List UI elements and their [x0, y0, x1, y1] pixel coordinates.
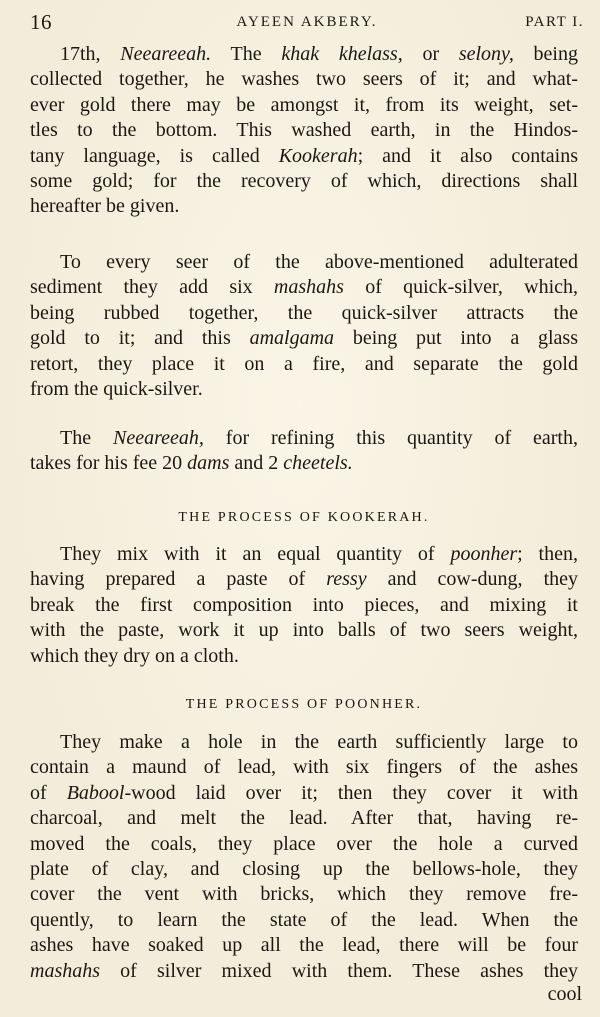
part-label: PART I.: [525, 14, 584, 30]
page-number: 16: [30, 10, 52, 34]
text-run: tles to the bottom. This washed earth, in the Hindos-: [30, 119, 578, 142]
text-run: retort, they place it on a fire, and separate the gold: [30, 352, 578, 375]
text-run: ; then,: [517, 543, 578, 565]
italic-term: amalgama: [249, 327, 335, 350]
text-run: hereafter be given.: [30, 195, 180, 218]
text-line: [30, 194, 578, 219]
text-line: [30, 781, 578, 806]
text-line: [30, 93, 578, 118]
italic-term: Kookerah: [278, 144, 358, 167]
text-line: [30, 593, 578, 618]
text-run: gold to it; and this: [30, 327, 250, 350]
text-line: [30, 426, 578, 451]
text-line: [30, 908, 578, 933]
running-title: AYEEN AKBERY.: [236, 14, 378, 30]
text-run: having prepared a paste of: [30, 568, 327, 591]
text-run: and 2: [229, 452, 284, 475]
section-heading: THE PROCESS OF POONHER.: [185, 697, 423, 712]
text-line: [30, 377, 578, 402]
italic-term: Neeareeah.: [120, 43, 212, 65]
paragraph: [30, 542, 578, 669]
text-run: plate of clay, and closing up the bellows-hole, they: [30, 857, 578, 880]
text-line: [30, 326, 578, 351]
italic-term: Neeareeah,: [113, 427, 204, 449]
text-run: They mix with it an equal quantity of: [60, 543, 451, 565]
text-run: -wood laid over it; then they cover it with: [124, 781, 578, 804]
italic-term: dams: [187, 452, 230, 475]
paragraph: [30, 426, 578, 477]
section-heading: THE PROCESS OF KOOKERAH.: [178, 510, 430, 525]
text-run: of quick-silver, which,: [343, 276, 578, 299]
text-run: collected together, he washes two seers of it; and what-: [30, 68, 578, 91]
text-line: [30, 832, 578, 857]
text-line: [30, 730, 578, 755]
text-run: cover the vent with bricks, which they remove fre-: [30, 883, 578, 906]
text-run: with the paste, work it up into balls of two seers weight,: [30, 619, 578, 642]
text-run: The: [60, 427, 113, 449]
text-line: [30, 806, 578, 831]
text-line: [30, 67, 578, 92]
text-run: ever gold there may be amongst it, from its weight, set-: [30, 93, 578, 116]
text-line: [30, 451, 578, 476]
text-run: The: [211, 43, 282, 65]
text-run: They make a hole in the earth sufficiently large to: [60, 731, 578, 753]
text-line: [30, 933, 578, 958]
text-line: [30, 352, 578, 377]
text-run: sediment they add six: [30, 276, 274, 299]
text-line: [30, 755, 578, 780]
text-run: ; and it also contains: [357, 144, 578, 167]
text-line: [30, 169, 578, 194]
italic-term: selony,: [458, 43, 514, 65]
text-run: which they dry on a cloth.: [30, 644, 239, 667]
text-line: [30, 618, 578, 643]
text-line: [30, 301, 578, 326]
italic-term: ressy: [326, 568, 367, 591]
text-run: 17th,: [60, 43, 121, 65]
text-run: or: [402, 43, 459, 65]
text-line: [30, 644, 578, 669]
text-line: [30, 882, 578, 907]
text-run: being: [513, 43, 578, 65]
text-line: [30, 959, 578, 984]
text-run: from the quick-silver.: [30, 377, 203, 400]
text-run: some gold; for the recovery of which, directions shall: [30, 169, 578, 192]
text-run: ashes have soaked up all the lead, there will be four: [30, 934, 578, 957]
italic-term: mashahs: [30, 959, 101, 982]
text-run: charcoal, and melt the lead. After that, having re-: [30, 807, 578, 830]
text-line: [30, 42, 578, 67]
text-run: tany language, is called: [30, 144, 279, 167]
text-run: and cow-dung, they: [366, 568, 578, 591]
page-header: [30, 6, 584, 36]
text-line: [30, 567, 578, 592]
italic-term: poonher: [450, 543, 518, 565]
text-line: [30, 144, 578, 169]
text-run: of: [30, 781, 67, 804]
text-run: moved the coals, they place over the hole a curved: [30, 832, 578, 855]
paragraph: [30, 730, 578, 984]
text-line: [30, 857, 578, 882]
text-run: takes for his fee 20: [30, 452, 188, 475]
paragraph: [30, 250, 578, 402]
text-line: [30, 118, 578, 143]
text-run: break the first composition into pieces, and mixing it: [30, 593, 578, 616]
text-line: [30, 542, 578, 567]
italic-term: Babool: [66, 781, 125, 804]
italic-term: mashahs: [273, 276, 344, 299]
text-run: for refining this quantity of earth,: [203, 427, 578, 449]
text-run: of silver mixed with them. These ashes they: [100, 959, 578, 982]
text-run: being rubbed together, the quick-silver attracts the: [30, 301, 578, 324]
text-run: being put into a glass: [334, 327, 578, 350]
text-run: quently, to learn the state of the lead. When the: [30, 908, 578, 931]
text-line: [30, 250, 578, 275]
text-run: contain a maund of lead, with six fingers of the ashes: [30, 756, 578, 779]
text-run: To every seer of the above-mentioned adulterated: [60, 251, 578, 273]
paragraph: [30, 42, 578, 220]
text-line: [30, 275, 578, 300]
italic-term: cheetels.: [283, 452, 353, 475]
catchword: cool: [547, 983, 582, 1005]
italic-term: khak khelass,: [281, 43, 403, 65]
